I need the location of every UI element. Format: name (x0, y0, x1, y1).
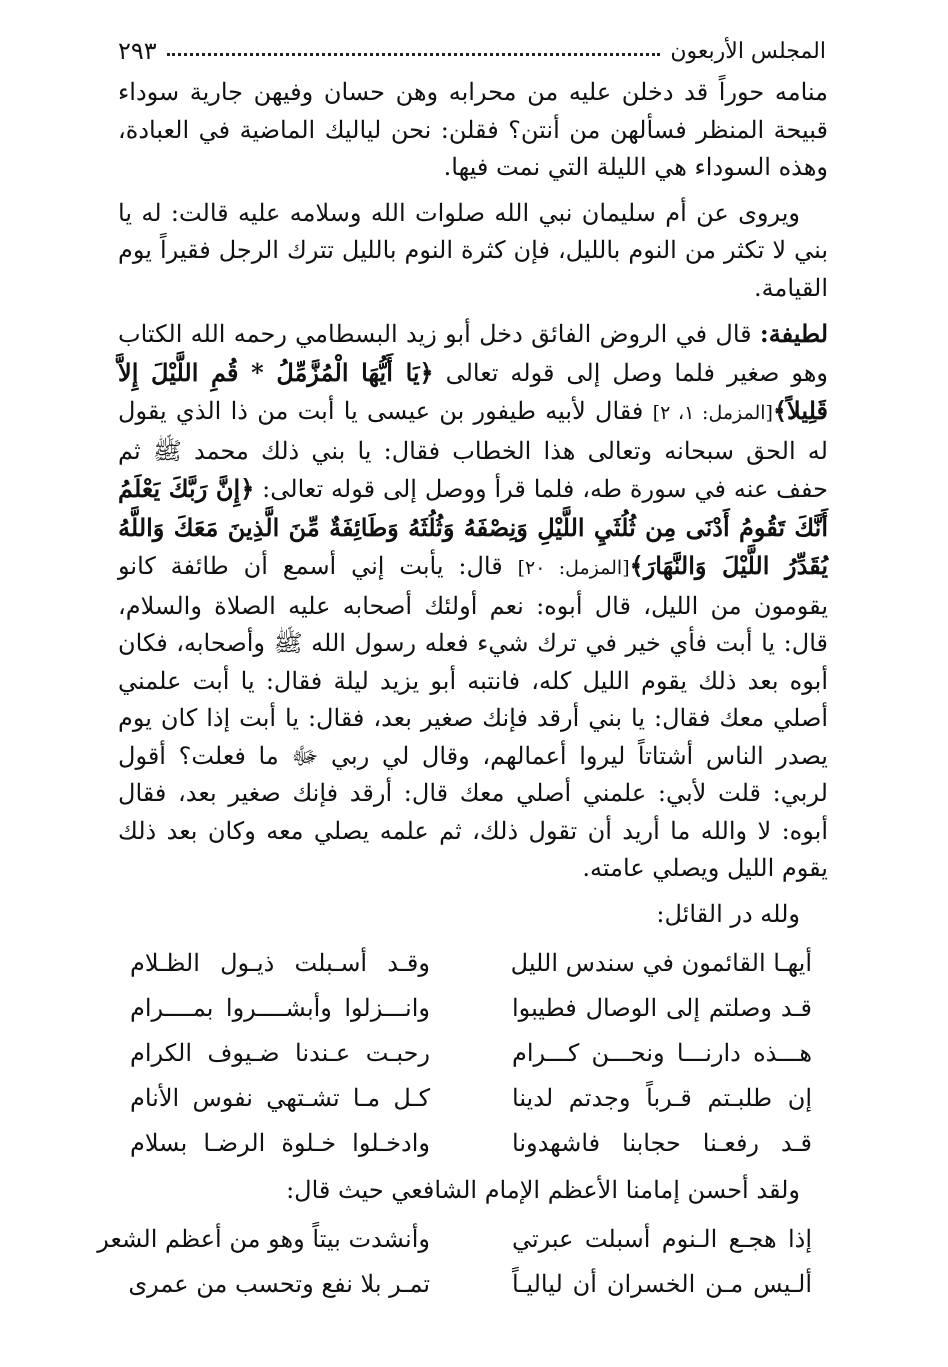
verse-hemistich-right: قـد رفعـنا حجابنا فاشهدونا (512, 1128, 812, 1157)
verse-hemistich-left: وانـــزلوا وأبشــــروا بمــــرام (130, 993, 430, 1022)
latifa-label: لطيفة: (759, 319, 828, 348)
poem-intro-2: ولقد أحسن إمامنا الأعظم الإمام الشافعي حيث قال: (286, 1176, 800, 1204)
paragraph-1: منامه حوراً قد دخلن عليه من محرابه وهن حسان وفيهن جارية سوداء قبيحة المنظر فسألهن من أنتن؟ فقلن: نحن لياليك الماضية في العبادة، وهذه السوداء هي الليلة التي نمت فيها. (118, 78, 828, 181)
verse-hemistich-right: قـد وصلتم إلى الوصال فطيبوا (512, 993, 812, 1022)
quran-ref-1: [المزمل: ١، ٢] (652, 402, 773, 424)
page-number: ٢٩٣ (118, 37, 157, 65)
verse-hemistich-left: كـل مـا تشـتهي نفوس الأنام (130, 1083, 430, 1112)
verse-hemistich-left: رحبـت عـندنا ضـيوف الكرام (130, 1038, 430, 1067)
verse-line (97, 1218, 828, 1263)
verse-hemistich-left: تمـر بلا نفع وتحسب من عمرى (128, 1270, 430, 1299)
verse-hemistich-right: هـــذه دارنـــا ونحـــن كـــرام (512, 1038, 812, 1067)
latifa-paragraph (118, 315, 828, 888)
verse-hemistich-left: وقـد أسـبلت ذيـول الظـلام (130, 948, 430, 977)
page-body (97, 74, 829, 1314)
verse-line (118, 941, 828, 986)
verse-hemistich-left: وأنشدت بيتاً وهو من أعظم الشعر (97, 1225, 430, 1254)
quran-verse-1: ﴿يَا أَيُّهَا الْمُزَّمِّلُ * قُمِ اللَّيْلَ إِلاَّ قَلِيلاً﴾ (118, 357, 829, 425)
verse-hemistich-right: أيهـا القائمون في سندس الليل (510, 948, 812, 977)
paragraph-2: ويروى عن أم سليمان نبي الله صلوات الله وسلامه عليه قالت: له يا بني لا تكثر من النوم بالليل، فإن كثرة النوم بالليل تترك الرجل فقيراً يوم القيامة. (118, 198, 828, 302)
chapter-title: المجلس الأربعون (670, 38, 826, 64)
verse-hemistich-right: إن طلبـتم قـرباً وجدتم لدينا (512, 1083, 812, 1112)
poem-intro-1: ولله در القائل: (656, 899, 800, 928)
verse-line (118, 1263, 828, 1308)
latifa-text-1: قال في الروض الفائق دخل أبو زيد البسطامي رحمه الله الكتاب وهو صغير فلما وصل إلى قوله تعالى (118, 320, 828, 387)
header-dotted-rule (167, 53, 661, 56)
verse-hemistich-right: ألـيس مـن الخسران أن لياليـاً (512, 1270, 812, 1299)
verse-line (118, 1031, 828, 1076)
verse-hemistich-right: إذا هجـع الـنوم أسبلت عبرتي (512, 1225, 812, 1254)
verse-line (118, 986, 828, 1031)
poem-1 (118, 941, 828, 1166)
quran-ref-2: [المزمل: ٢٠] (517, 557, 630, 579)
page-header (118, 34, 826, 68)
quran-verse-2: ﴿إِنَّ رَبَّكَ يَعْلَمُ أَنَّكَ تَقُومُ أَدْنَى مِن ثُلُثَيِ اللَّيْلِ وَنِصْفَهُ وَثُلُثَهُ وَطَائِفَةٌ مِّنَ الَّذِينَ مَعَكَ وَاللَّهُ يُقَدِّرُ اللَّيْلَ وَالنَّهَارَ﴾ (118, 474, 828, 580)
verse-line (118, 1121, 828, 1166)
poem-2 (97, 1218, 828, 1308)
verse-line (118, 1076, 828, 1121)
latifa-text-2: فقال لأبيه طيفور بن عيسى يا أبت من ذا الذي يقول له الحق سبحانه وتعالى هذا الخطاب فقال: يا بني ذلك محمد ﷺ ثم حفف عنه في سورة طه، فلما قرأ ووصل إلى قوله تعالى: (118, 397, 828, 503)
latifa-text-3: قال: يأبت إني أسمع أن طائفة كانو يقومون من الليل، قال أبوه: نعم أولئك أصحابه عليه الصلاة والسلام، قال: يا أبت فأي خير في ترك شيء فعله رسول الله ﷺ وأصحابه، فكان أبوه بعد ذلك يقوم الليل كله، فانتبه أبو يزيد ليلة فقال: يا أبت علمني أصلي معك فقال: يا بني أرقد فإنك صغير بعد، فقال: يا أبت إذا كان يوم يصدر الناس أشتاتاً ليروا أعمالهم، وقال لي ربي ﷻ ما فعلت؟ أقول لربي: قلت لأبي: علمني أصلي معك قال: أرقد فإنك صغير بعد، فقال أبوه: لا والله ما أريد أن تقول ذلك، ثم علمه يصلي معه وكان بعد ذلك يقوم الليل ويصلي عامته. (118, 552, 829, 882)
verse-hemistich-left: وادخـلوا خـلوة الرضـا بسلام (130, 1128, 430, 1157)
